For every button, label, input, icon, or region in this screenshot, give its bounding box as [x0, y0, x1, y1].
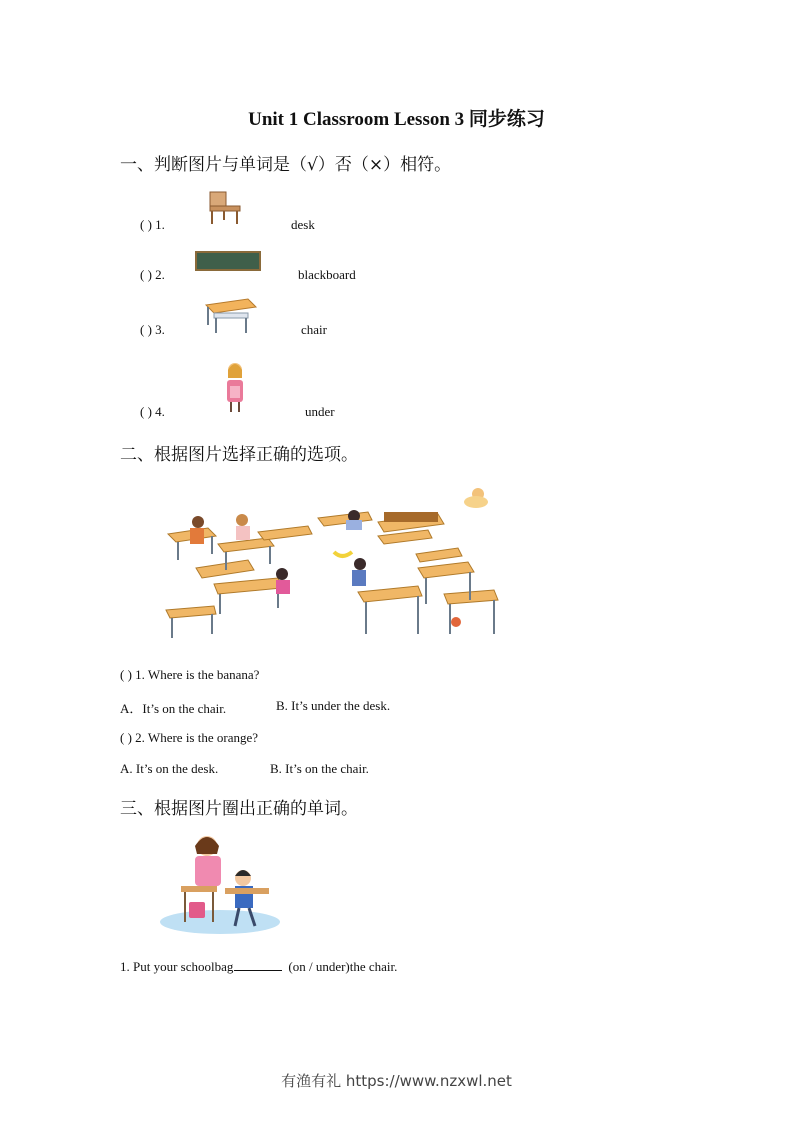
item3-label: ( ) 3.: [140, 322, 165, 337]
s2-q1-option-b: B. It’s under the desk.: [276, 698, 391, 713]
section2-heading: 二、根据图片选择正确的选项。: [120, 445, 358, 465]
s2-q2: ( ) 2. Where is the orange?: [120, 730, 259, 745]
item1-word: desk: [291, 217, 315, 232]
s3-q1: [120, 958, 397, 975]
s3-q1-text-after: (on / under)the chair.: [288, 959, 398, 974]
answer-blank[interactable]: [234, 958, 282, 971]
item3-word: chair: [301, 322, 327, 337]
teacher-and-boy-image: [155, 832, 285, 936]
classroom-scene-image: [158, 484, 518, 644]
s3-q1-text-before: 1. Put your schoolbag: [120, 959, 234, 974]
item4-word: under: [305, 404, 335, 419]
s2-q1-option-a: A．It’s on the chair.: [120, 701, 227, 716]
blackboard-icon: [194, 250, 262, 272]
section1-heading: 一、判断图片与单词是（√）否（×）相符。: [120, 155, 452, 175]
chair-icon: [204, 190, 248, 226]
item4-label: ( ) 4.: [140, 404, 165, 419]
item1-label: ( ) 1.: [140, 217, 165, 232]
section3-heading: 三、根据图片圈出正确的单词。: [120, 799, 358, 819]
s2-q1: ( ) 1. Where is the banana?: [120, 667, 260, 682]
girl-with-bag-icon: [220, 360, 250, 414]
item2-word: blackboard: [298, 267, 356, 282]
desk-icon: [200, 295, 260, 335]
s2-q2-option-b: B. It’s on the chair.: [270, 761, 369, 776]
item2-label: ( ) 2.: [140, 267, 165, 282]
page-title: Unit 1 Classroom Lesson 3 同步练习: [248, 109, 545, 130]
footer-watermark: 有渔有礼 https://www.nzxwl.net: [281, 1072, 512, 1090]
s2-q2-option-a: A. It’s on the desk.: [120, 761, 219, 776]
